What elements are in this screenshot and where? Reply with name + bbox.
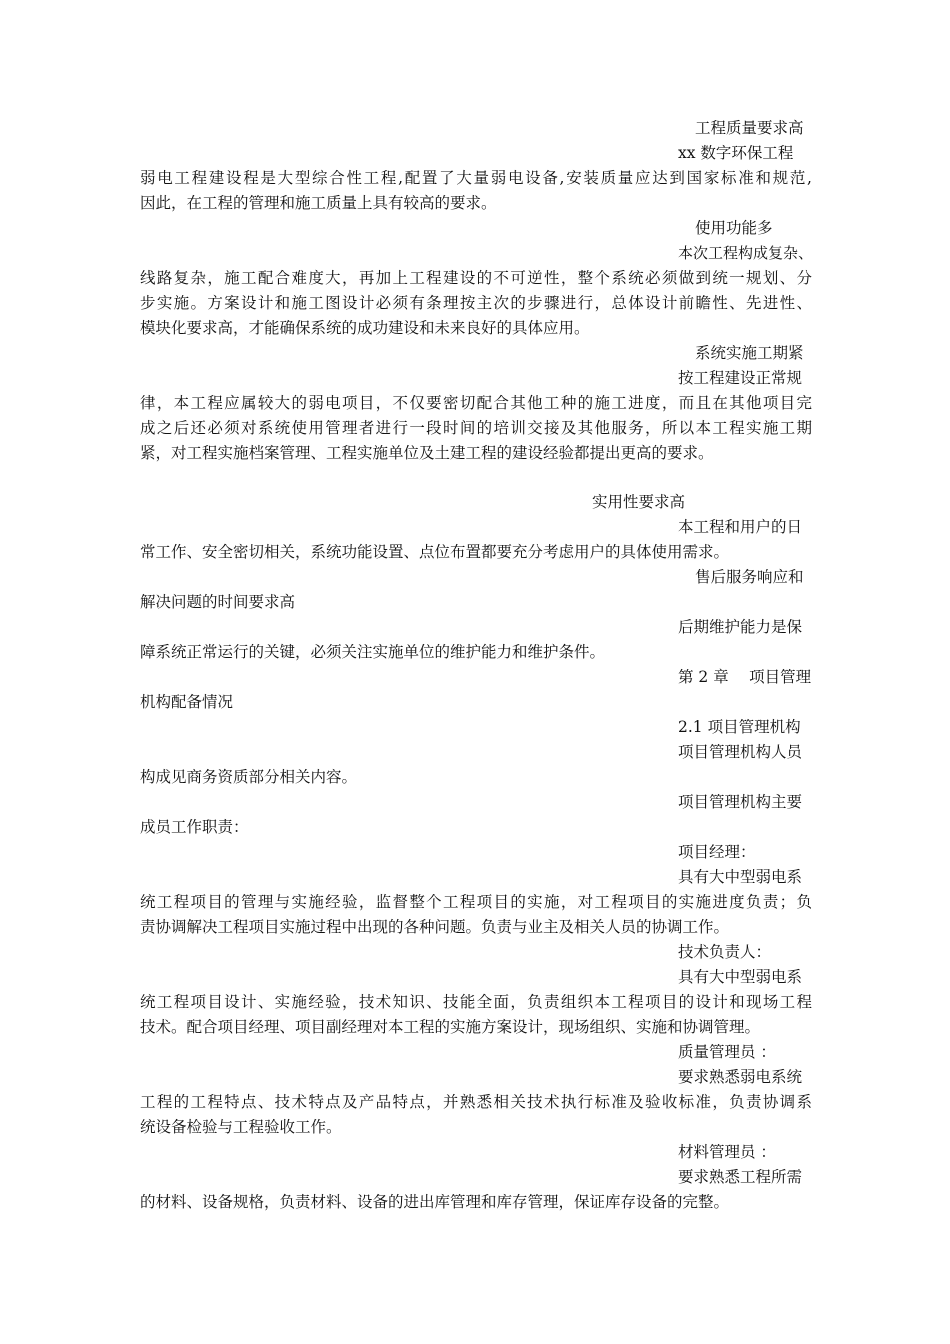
text-line: 的材料、设备规格，负责材料、设备的进出库管理和库存管理，保证库存设备的完整。	[140, 1193, 730, 1211]
role-quality-manager: 质量管理员 ：	[678, 1043, 776, 1061]
text-line: 统工程项目的管理与实施经验，监督整个工程项目的实施，对工程项目的实施进度负责；负	[140, 893, 812, 911]
text-line: 项目管理机构主要	[678, 793, 803, 811]
heading-quality: 工程质量要求高	[695, 119, 804, 137]
project-name: xx 数字环保工程	[678, 144, 794, 162]
heading-schedule: 系统实施工期紧	[695, 344, 804, 362]
text-line: 统工程项目设计、实施经验，技术知识、技能全面，负责组织本工程项目的设计和现场工程	[140, 993, 812, 1011]
heading-after-sales: 售后服务响应和	[695, 568, 804, 586]
text-line: 紧，对工程实施档案管理、工程实施单位及土建工程的建设经验都提出更高的要求。	[140, 444, 714, 462]
text-line: 成之后还必须对系统使用管理者进行一段时间的培训交接及其他服务，所以本工程实施工期	[140, 419, 812, 437]
text-line: 因此，在工程的管理和施工质量上具有较高的要求。	[140, 194, 497, 212]
text-line: 本工程和用户的日	[678, 518, 803, 536]
chapter-title: 第 2 章 项目管理	[678, 668, 812, 686]
text-line: 项目管理机构人员	[678, 743, 803, 761]
text-line: 常工作、安全密切相关，系统功能设置、点位布置都要充分考虑用户的具体使用需求。	[140, 543, 730, 561]
text-line: 具有大中型弱电系	[678, 968, 803, 986]
section-title: 2.1 项目管理机构	[678, 718, 801, 736]
text-line: 弱电工程建设程是大型综合性工程,配置了大量弱电设备,安装质量应达到国家标准和规范,	[140, 169, 812, 187]
text-line: 责协调解决工程项目实施过程中出现的各种问题。负责与业主及相关人员的协调工作。	[140, 918, 730, 936]
text-line: 步实施。方案设计和施工图设计必须有条理按主次的步骤进行，总体设计前瞻性、先进性、	[140, 294, 812, 312]
text-line: 要求熟悉弱电系统	[678, 1068, 803, 1086]
heading-after-sales-cont: 解决问题的时间要求高	[140, 593, 296, 611]
text-line: 律，本工程应属较大的弱电项目，不仅要密切配合其他工种的施工进度，而且在其他项目完	[140, 394, 812, 412]
text-line: 统设备检验与工程验收工作。	[140, 1118, 342, 1136]
chapter-title-cont: 机构配备情况	[140, 693, 234, 711]
text-line: 要求熟悉工程所需	[678, 1168, 803, 1186]
text-line: 技术。配合项目经理、项目副经理对本工程的实施方案设计，现场组织、实施和协调管理。	[140, 1018, 761, 1036]
text-line: 构成见商务资质部分相关内容。	[140, 768, 358, 786]
text-line: 线路复杂，施工配合难度大，再加上工程建设的不可逆性，整个系统必须做到统一规划、分	[140, 269, 812, 287]
role-materials-manager: 材料管理员 ：	[678, 1143, 776, 1161]
role-project-manager: 项目经理：	[678, 843, 756, 861]
text-line: 本次工程构成复杂、	[678, 244, 814, 262]
text-line: 模块化要求高，才能确保系统的成功建设和未来良好的具体应用。	[140, 319, 590, 337]
text-line: 按工程建设正常规	[678, 369, 803, 387]
text-line: 工程的工程特点、技术特点及产品特点，并熟悉相关技术执行标准及验收标准，负责协调系	[140, 1093, 812, 1111]
text-line: 后期维护能力是保	[678, 618, 803, 636]
text-line: 障系统正常运行的关键，必须关注实施单位的维护能力和维护条件。	[140, 643, 606, 661]
text-line: 具有大中型弱电系	[678, 868, 803, 886]
heading-practicality: 实用性要求高	[592, 493, 686, 511]
text-line: 成员工作职责：	[140, 818, 249, 836]
heading-functions: 使用功能多	[695, 219, 773, 237]
role-technical-lead: 技术负责人：	[678, 943, 772, 961]
